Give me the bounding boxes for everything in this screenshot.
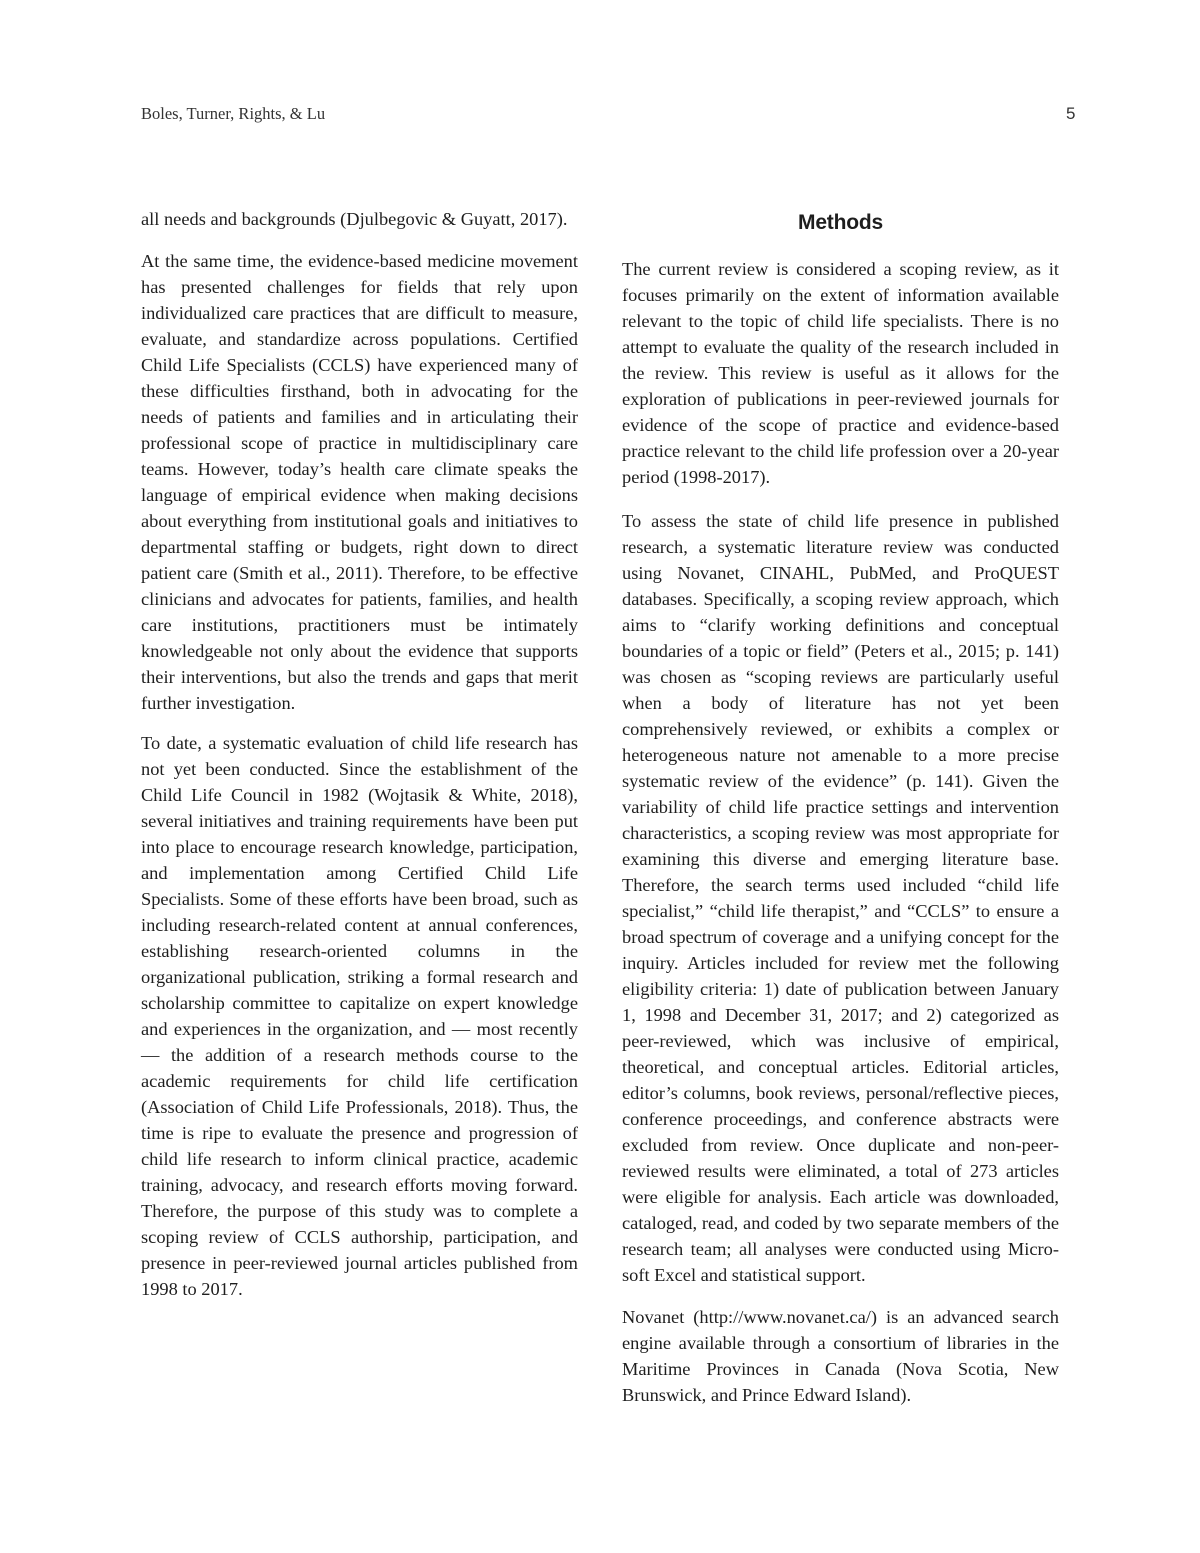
page-number: 5 xyxy=(1066,104,1076,123)
paragraph: At the same time, the evidence-based medicine movement has presented challenges for fields that rely upon individualized care practices that are difficult to measure, evaluate, and standardize across populations. Certified Child Life Specialists (CCLS) have experienced many of these difficulties firsthand, both in advocating for the needs of patients and families and in articulating their professional scope of practice in multidisciplinary care teams. However, today’s health care climate speaks the language of empirical evidence when making decisions about everything from institutional goals and initiatives to departmental staffing or budgets, right down to direct patient care (Smith et al., 2011). Therefore, to be effective clinicians and advocates for patients, families, and health care institutions, practitioners must be intimately knowledgeable not only about the evidence that supports their interventions, but also the trends and gaps that merit further investigation. xyxy=(141,251,578,713)
right-column xyxy=(622,206,1059,1421)
section-heading-methods: Methods xyxy=(798,211,883,234)
paragraph: Novanet (http://www.novanet.ca/) is an advanced search engine available through a consortium of libraries in the Maritime Provinces in Canada (Nova Scotia, New Brunswick, and Prince Edward Island). xyxy=(622,1307,1059,1405)
paragraph: To assess the state of child life presence in published research, a systematic literature review was conducted using Novanet, CINAHL, PubMed, and ProQUEST databases. Specifically, a scoping review approach, which aims to “clarify working definitions and conceptual boundaries of a topic or field” (Peters et al., 2015; p. 141) was chosen as “scoping reviews are particularly useful when a body of literature has not yet been comprehensively reviewed, or exhibits a complex or heterogeneous nature not amenable to a more precise systematic review of the evidence” (p. 141). Given the variability of child life practice settings and intervention characteristics, a scoping review was most appropriate for examining this diverse and emerging literature base. Therefore, the search terms used included “child life specialist,” “child life therapist,” and “CCLS” to ensure a broad spectrum of coverage and a unifying concept for the inquiry. Articles included for review met the following eligibility criteria: 1) date of publication between January 1, 1998 and December 31, 2017; and 2) categorized as peer-reviewed, which was inclusive of empirical, theoretical, and conceptual articles. Editorial articles, editor’s columns, book reviews, personal/reflective pieces, conference proceedings, and conference abstracts were excluded from review. Once duplicate and non-peer-reviewed results were eliminated, a total of 273 articles were eligible for analysis. Each article was downloaded, cataloged, read, and coded by two separate members of the research team; all analyses were conducted using Microsoft Excel and statistical support. xyxy=(622,511,1059,1285)
paragraph: all needs and backgrounds (Djulbegovic & Guyatt, 2017). xyxy=(141,209,568,229)
running-head-authors: Boles, Turner, Rights, & Lu xyxy=(141,104,326,123)
paragraph: To date, a systematic evaluation of child life research has not yet been conducted. Since the establishment of the Child Life Council in 1982 (Wojtasik & White, 2018), several initiatives and training requirements have been put into place to encourage research knowledge, participation, and implementation among Certified Child Life Specialists. Some of these efforts have been broad, such as including research-related content at annual conferences, establishing research-oriented columns in the organizational publication, striking a formal research and scholarship committee to capitalize on expert knowledge and experiences in the organization, and — most recently — the addition of a research methods course to the academic requirements for child life certification (Association of Child Life Professionals, 2018). Thus, the time is ripe to evaluate the presence and progression of child life research to inform clinical practice, academic training, advocacy, and research efforts moving forward. Therefore, the purpose of this study was to complete a scoping review of CCLS authorship, participation, and presence in peer-reviewed journal articles published from 1998 to 2017. xyxy=(141,733,578,1299)
paragraph: The current review is considered a scoping review, as it focuses primarily on the extent of information available relevant to the topic of child life specialists. There is no attempt to evaluate the quality of the research included in the review. This review is useful as it allows for the exploration of publications in peer-reviewed journals for evidence of the scope of practice and evidence-based practice relevant to the child life profession over a 20-year period (1998-2017). xyxy=(622,259,1059,487)
left-column xyxy=(141,206,578,1315)
